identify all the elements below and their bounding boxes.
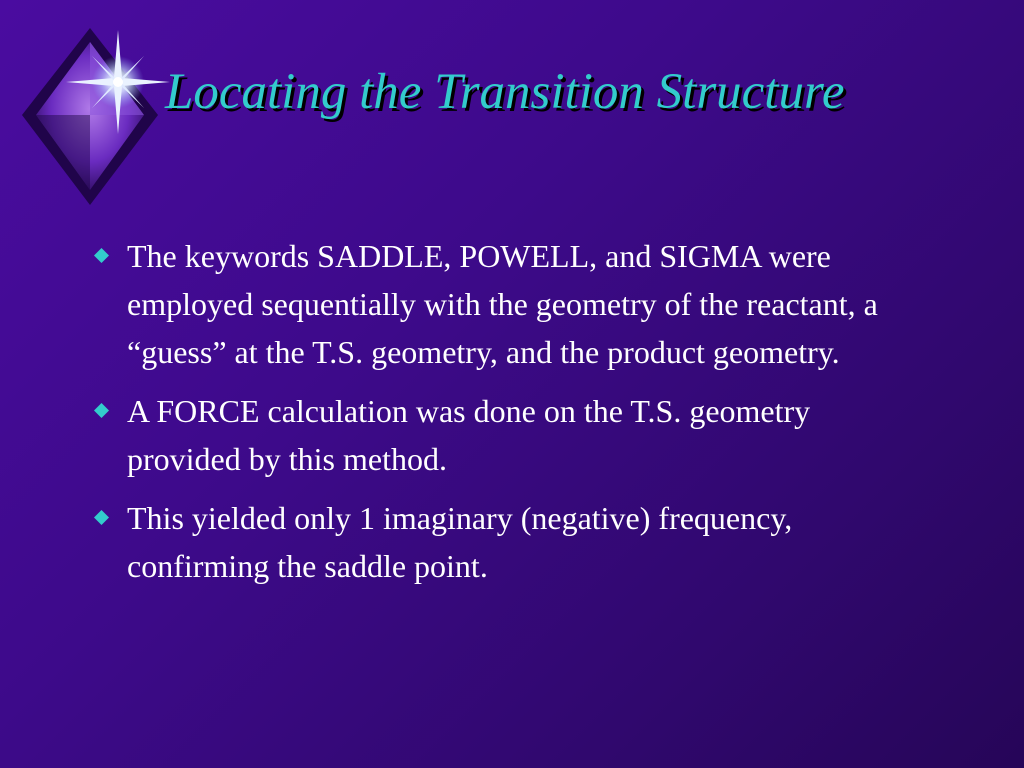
bullet-text: A FORCE calculation was done on the T.S. geometry provided by this method. — [127, 393, 811, 477]
bullet-list — [90, 232, 930, 601]
bullet-item — [90, 232, 930, 376]
bullet-item — [90, 387, 930, 483]
diamond-bullet-icon — [94, 510, 109, 525]
slide-title: Locating the Transition Structure — [165, 64, 845, 120]
bullet-text: The keywords SADDLE, POWELL, and SIGMA were employed sequentially with the geometry of the reactant, a “guess” at the T.S. geometry, and the product geometry. — [127, 238, 878, 370]
bullet-text: This yielded only 1 imaginary (negative) frequency, confirming the saddle point. — [127, 500, 793, 584]
bullet-item — [90, 494, 930, 590]
diamond-bullet-icon — [94, 403, 109, 418]
diamond-bullet-icon — [94, 248, 109, 263]
